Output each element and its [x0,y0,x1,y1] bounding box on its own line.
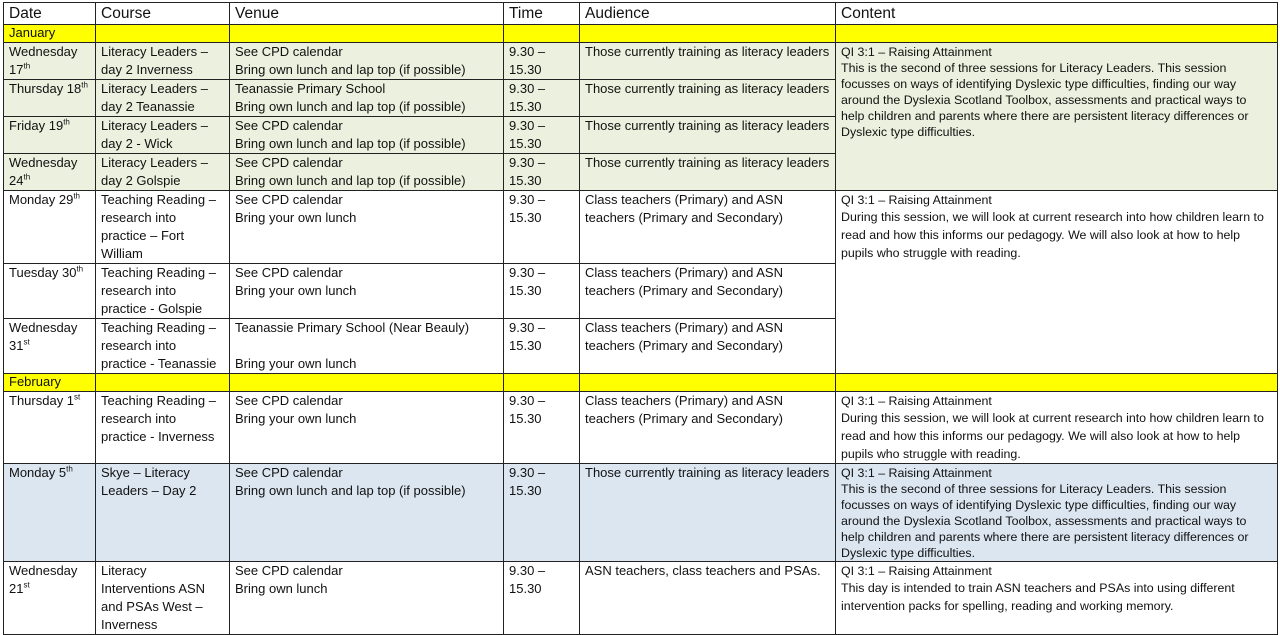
header-course: Course [96,3,230,25]
time-cell: 9.30 – 15.30 [504,464,580,562]
header-row [4,3,1278,25]
date-cell: Monday 5th [4,464,96,562]
content-cell-teaching-reading-feb: QI 3:1 – Raising Attainment During this session, we will look at current research into how children learn to read and how this informs our pedagogy. We will also look at how to help pupils who struggle with reading. [836,392,1278,464]
course-cell: Literacy Leaders – day 2 Teanassie [96,80,230,117]
time-cell: 9.30 – 15.30 [504,43,580,80]
month-row-february [4,374,1278,392]
venue-cell: See CPD calendar Bring own lunch [230,562,504,635]
date-cell: Tuesday 30th [4,264,96,319]
content-cell-skye: QI 3:1 – Raising Attainment This is the second of three sessions for Literacy Leaders. This session focusses on ways of identifying Dyslexic type difficulties, finding our way around the Dyslexia Scotland Toolbox, assessments and practical ways to help children and parents where there are persistent literacy differences or Dyslexic type difficulties. [836,464,1278,562]
course-cell: Teaching Reading – research into practice – Fort William [96,191,230,264]
course-cell: Teaching Reading – research into practice - Golspie [96,264,230,319]
header-content: Content [836,3,1278,25]
audience-cell: Those currently training as literacy leaders [580,117,836,154]
month-label: February [4,374,96,392]
time-cell: 9.30 – 15.30 [504,392,580,464]
table-row [4,464,1278,562]
date-cell: Monday 29th [4,191,96,264]
time-cell: 9.30 – 15.30 [504,117,580,154]
date-cell: Thursday 18th [4,80,96,117]
date-cell: Friday 19th [4,117,96,154]
header-venue: Venue [230,3,504,25]
table-row [4,392,1278,464]
venue-cell: See CPD calendar Bring own lunch and lap top (if possible) [230,464,504,562]
date-cell: Wednesday 21st [4,562,96,635]
audience-cell: Class teachers (Primary) and ASN teachers (Primary and Secondary) [580,191,836,264]
course-cell: Teaching Reading – research into practice - Inverness [96,392,230,464]
time-cell: 9.30 – 15.30 [504,562,580,635]
time-cell: 9.30 – 15.30 [504,80,580,117]
audience-cell: Those currently training as literacy leaders [580,43,836,80]
time-cell: 9.30 – 15.30 [504,191,580,264]
course-cell: Literacy Leaders – day 2 - Wick [96,117,230,154]
time-cell: 9.30 – 15.30 [504,319,580,374]
venue-cell: See CPD calendar Bring own lunch and lap top (if possible) [230,154,504,191]
date-cell: Wednesday 17th [4,43,96,80]
date-cell: Thursday 1st [4,392,96,464]
audience-cell: Class teachers (Primary) and ASN teachers (Primary and Secondary) [580,264,836,319]
venue-cell: Teanassie Primary School (Near Beauly) Bring your own lunch [230,319,504,374]
audience-cell: Those currently training as literacy leaders [580,154,836,191]
cpd-schedule-table [3,2,1278,635]
course-cell: Literacy Interventions ASN and PSAs West – Inverness [96,562,230,635]
audience-cell: ASN teachers, class teachers and PSAs. [580,562,836,635]
course-cell: Skye – Literacy Leaders – Day 2 [96,464,230,562]
month-row-january [4,25,1278,43]
venue-cell: See CPD calendar Bring your own lunch [230,191,504,264]
venue-cell: See CPD calendar Bring your own lunch [230,264,504,319]
content-cell-interventions: QI 3:1 – Raising Attainment This day is intended to train ASN teachers and PSAs into using different intervention packs for spelling, reading and working memory. [836,562,1278,635]
date-cell: Wednesday 31st [4,319,96,374]
venue-cell: See CPD calendar Bring your own lunch [230,392,504,464]
course-cell: Teaching Reading – research into practice - Teanassie [96,319,230,374]
venue-cell: See CPD calendar Bring own lunch and lap top (if possible) [230,43,504,80]
audience-cell: Class teachers (Primary) and ASN teachers (Primary and Secondary) [580,392,836,464]
venue-cell: See CPD calendar Bring own lunch and lap top (if possible) [230,117,504,154]
table-row [4,43,1278,80]
header-audience: Audience [580,3,836,25]
course-cell: Literacy Leaders – day 2 Golspie [96,154,230,191]
time-cell: 9.30 – 15.30 [504,154,580,191]
date-cell: Wednesday 24th [4,154,96,191]
header-date: Date [4,3,96,25]
audience-cell: Those currently training as literacy leaders [580,464,836,562]
table-row [4,562,1278,635]
audience-cell: Those currently training as literacy leaders [580,80,836,117]
table-row [4,191,1278,264]
month-label: January [4,25,96,43]
audience-cell: Class teachers (Primary) and ASN teachers (Primary and Secondary) [580,319,836,374]
header-time: Time [504,3,580,25]
venue-cell: Teanassie Primary School Bring own lunch and lap top (if possible) [230,80,504,117]
content-cell-literacy-leaders: QI 3:1 – Raising Attainment This is the second of three sessions for Literacy Leaders. This session focusses on ways of identifying Dyslexic type difficulties, finding our way around the Dyslexia Scotland Toolbox, assessments and practical ways to help children and parents where there are persistent literacy differences or Dyslexic type difficulties. [836,43,1278,191]
time-cell: 9.30 – 15.30 [504,264,580,319]
content-cell-teaching-reading: QI 3:1 – Raising Attainment During this session, we will look at current research into how children learn to read and how this informs our pedagogy. We will also look at how to help pupils who struggle with reading. [836,191,1278,374]
course-cell: Literacy Leaders – day 2 Inverness [96,43,230,80]
